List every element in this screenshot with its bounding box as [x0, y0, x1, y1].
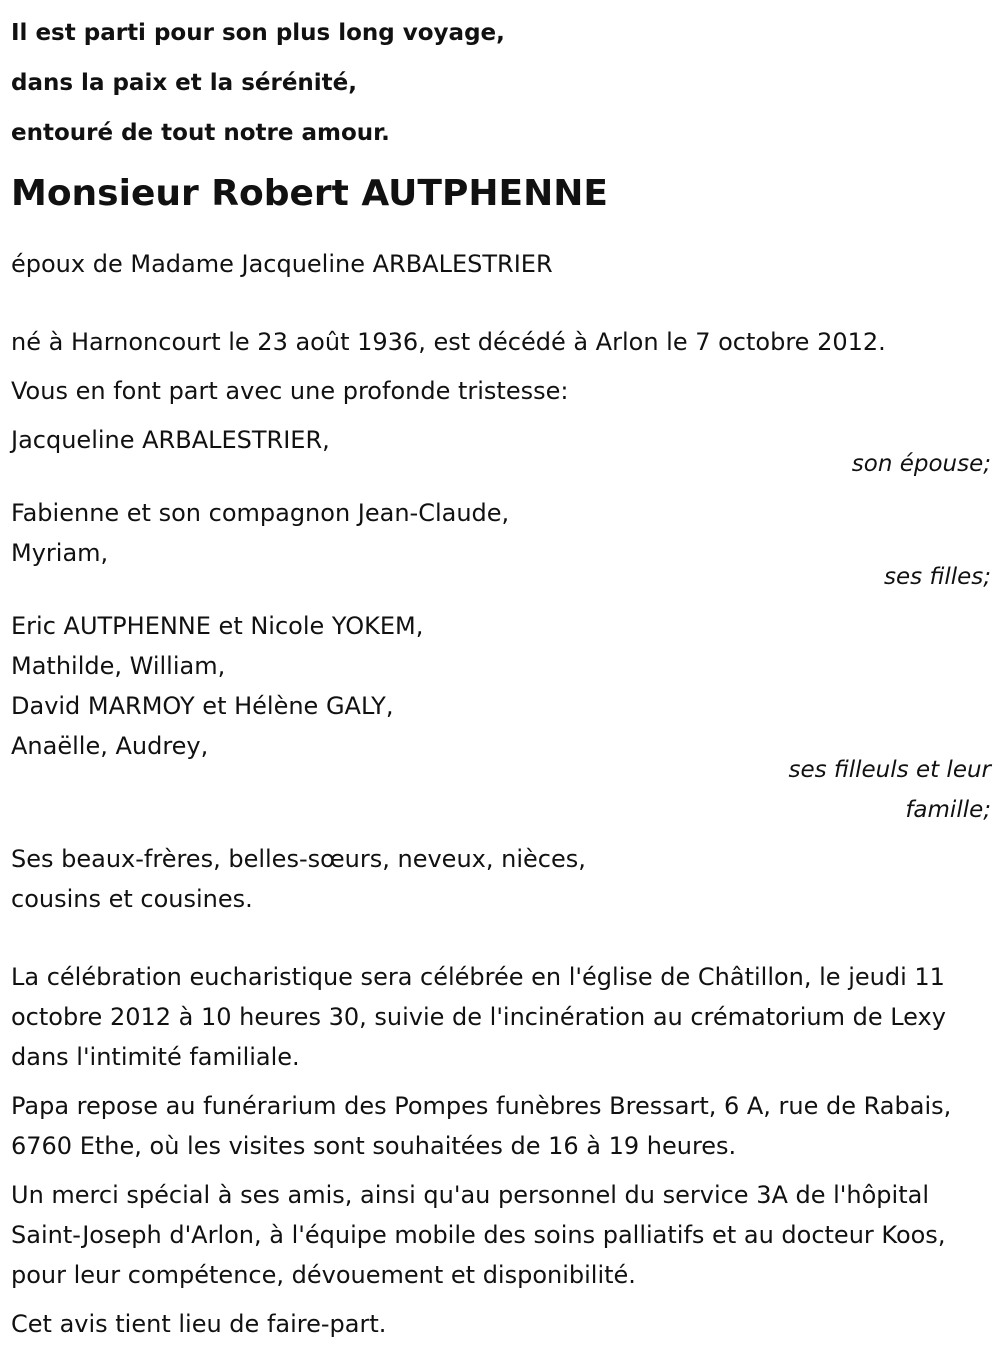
family-name: cousins et cousines. [11, 885, 253, 913]
family-group-spouse [11, 420, 991, 484]
family-group-daughters [11, 493, 991, 597]
obituary-notice [11, 0, 991, 1344]
closing-line: Cet avis tient lieu de faire-part. [11, 1310, 387, 1338]
family-name: Eric AUTPHENNE et Nicole YOKEM, [11, 612, 424, 640]
family-group-godchildren [11, 606, 991, 830]
intro-line: Il est parti pour son plus long voyage, [11, 20, 505, 46]
family-name: Fabienne et son compagnon Jean-Claude, [11, 499, 510, 527]
family-group-others [11, 839, 991, 919]
celebration-paragraph: La célébration eucharistique sera célébrée en l'église de Châtillon, le jeudi 11 octobre 2012 à 10 heures 30, suivie de l'incinération au crématorium de Lexy dans l'intimité familiale. [11, 963, 946, 1071]
family-name: Mathilde, William, [11, 652, 226, 680]
intro-verse [11, 8, 991, 158]
family-name: Myriam, [11, 539, 109, 567]
family-role: ses filles; [884, 564, 991, 590]
family-role: ses filleuls et leur famille; [788, 757, 991, 823]
intro-line: dans la paix et la sérénité, [11, 70, 358, 96]
family-name: Jacqueline ARBALESTRIER, [11, 426, 330, 454]
intro-line: entouré de tout notre amour. [11, 120, 390, 146]
family-name: Anaëlle, Audrey, [11, 732, 209, 760]
family-name: Ses beaux-frères, belles-sœurs, neveux, nièces, [11, 845, 586, 873]
funeral-home-paragraph: Papa repose au funérarium des Pompes funèbres Bressart, 6 A, rue de Rabais, 6760 Ethe, où les visites sont souhaitées de 16 à 19 heures. [11, 1092, 952, 1160]
family-name: David MARMOY et Hélène GALY, [11, 692, 394, 720]
deceased-name: Monsieur Robert AUTPHENNE [11, 173, 608, 214]
family-role: son épouse; [851, 451, 991, 477]
spouse-of: époux de Madame Jacqueline ARBALESTRIER [11, 250, 553, 278]
thanks-paragraph: Un merci spécial à ses amis, ainsi qu'au personnel du service 3A de l'hôpital Saint-Joseph d'Arlon, à l'équipe mobile des soins palliatifs et au docteur Koos, pour leur compétence, dévouement et disponibilité. [11, 1181, 946, 1289]
birth-death-info: né à Harnoncourt le 23 août 1936, est décédé à Arlon le 7 octobre 2012. [11, 328, 886, 356]
announcement: Vous en font part avec une profonde tristesse: [11, 377, 569, 405]
